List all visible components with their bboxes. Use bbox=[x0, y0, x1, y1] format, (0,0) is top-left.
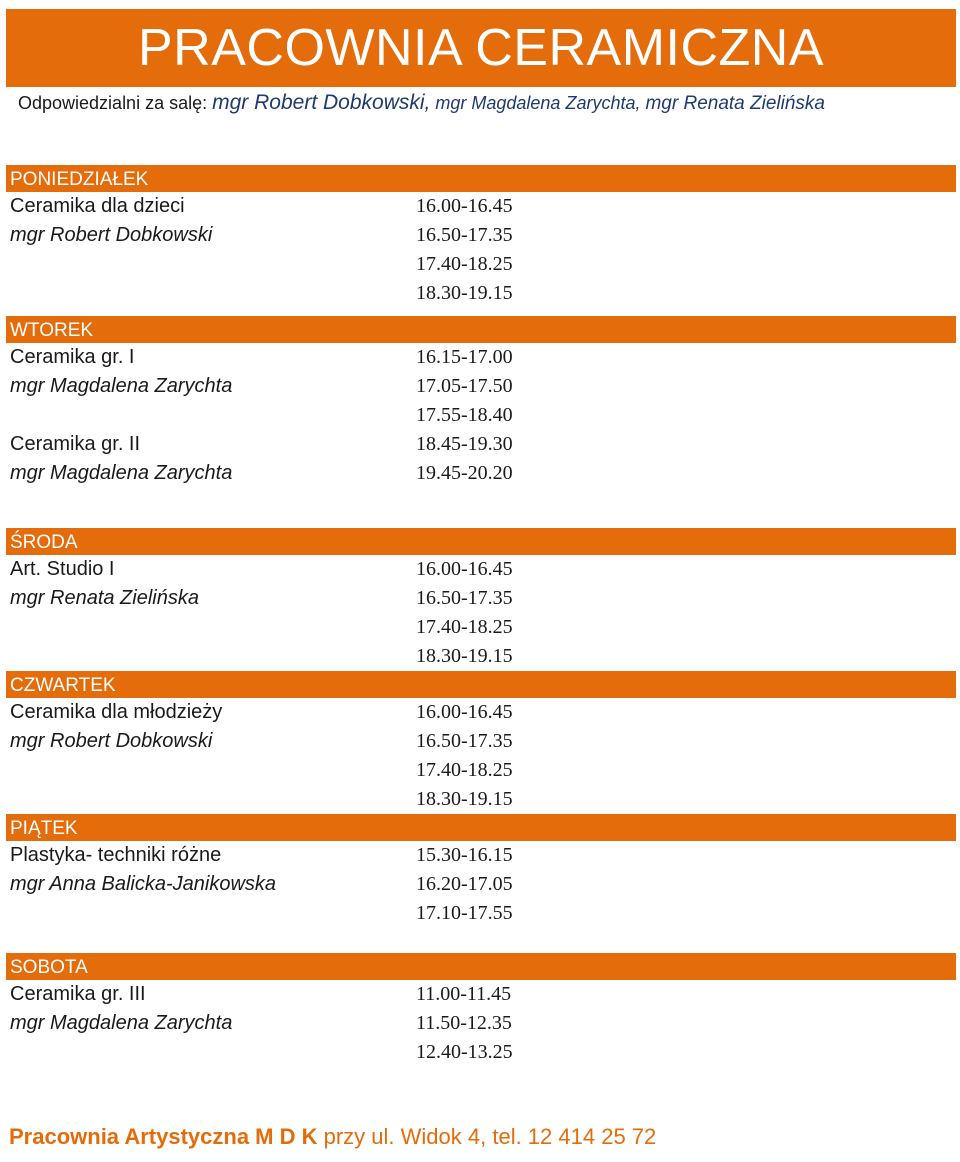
teacher-name: mgr Magdalena Zarychta bbox=[10, 462, 233, 484]
teacher-name: mgr Robert Dobkowski bbox=[10, 224, 213, 246]
responsible-name: mgr Magdalena Zarychta, bbox=[435, 93, 641, 113]
time-slot: 17.40-18.25 bbox=[416, 253, 513, 275]
class-name: Ceramika dla młodzieży bbox=[10, 701, 223, 723]
schedule-row bbox=[6, 459, 956, 488]
time-slot: 17.40-18.25 bbox=[416, 616, 513, 638]
teacher-name: mgr Magdalena Zarychta bbox=[10, 1012, 233, 1034]
schedule-row bbox=[6, 279, 956, 308]
responsible-name: mgr Robert Dobkowski, bbox=[212, 91, 431, 114]
schedule-row bbox=[6, 1038, 956, 1067]
schedule-row bbox=[6, 343, 956, 372]
schedule-row bbox=[6, 698, 956, 727]
schedule-row bbox=[6, 756, 956, 785]
responsible-line bbox=[18, 90, 825, 117]
day-header: WTOREK bbox=[6, 316, 956, 343]
class-name: Ceramika gr. II bbox=[10, 433, 141, 455]
time-slot: 16.50-17.35 bbox=[416, 587, 513, 609]
class-name: Art. Studio I bbox=[10, 558, 115, 580]
time-slot: 16.00-16.45 bbox=[416, 558, 513, 580]
time-slot: 18.30-19.15 bbox=[416, 788, 513, 810]
schedule-row bbox=[6, 430, 956, 459]
schedule-row bbox=[6, 899, 956, 928]
time-slot: 11.00-11.45 bbox=[416, 983, 512, 1005]
footer-studio-name: Pracownia Artystyczna M D K bbox=[9, 1124, 318, 1149]
day-section bbox=[6, 814, 956, 928]
teacher-name: mgr Robert Dobkowski bbox=[10, 730, 213, 752]
day-section bbox=[6, 165, 956, 308]
teacher-name: mgr Magdalena Zarychta bbox=[10, 375, 233, 397]
class-name: Plastyka- techniki różne bbox=[10, 844, 222, 866]
time-slot: 15.30-16.15 bbox=[416, 844, 513, 866]
schedule-row bbox=[6, 584, 956, 613]
day-header: PIĄTEK bbox=[6, 814, 956, 841]
day-header: SOBOTA bbox=[6, 953, 956, 980]
schedule-row bbox=[6, 401, 956, 430]
class-name: Ceramika gr. I bbox=[10, 346, 135, 368]
schedule-row bbox=[6, 870, 956, 899]
schedule-row bbox=[6, 555, 956, 584]
day-section bbox=[6, 316, 956, 488]
responsible-label: Odpowiedzialni za salę: bbox=[18, 93, 208, 113]
schedule-row bbox=[6, 613, 956, 642]
class-name: Ceramika dla dzieci bbox=[10, 195, 185, 217]
time-slot: 17.10-17.55 bbox=[416, 902, 513, 924]
teacher-name: mgr Renata Zielińska bbox=[10, 587, 199, 609]
time-slot: 17.55-18.40 bbox=[416, 404, 513, 426]
time-slot: 18.45-19.30 bbox=[416, 433, 513, 455]
time-slot: 12.40-13.25 bbox=[416, 1041, 513, 1063]
time-slot: 16.00-16.45 bbox=[416, 195, 513, 217]
time-slot: 19.45-20.20 bbox=[416, 462, 513, 484]
schedule-row bbox=[6, 980, 956, 1009]
responsible-name: mgr Renata Zielińska bbox=[645, 93, 826, 114]
time-slot: 18.30-19.15 bbox=[416, 282, 513, 304]
footer bbox=[9, 1124, 656, 1150]
time-slot: 17.40-18.25 bbox=[416, 759, 513, 781]
time-slot: 11.50-12.35 bbox=[416, 1012, 512, 1034]
time-slot: 16.20-17.05 bbox=[416, 873, 513, 895]
time-slot: 16.50-17.35 bbox=[416, 730, 513, 752]
day-header: CZWARTEK bbox=[6, 671, 956, 698]
weekly-schedule bbox=[6, 165, 956, 1067]
footer-address: przy ul. Widok 4, tel. 12 414 25 72 bbox=[323, 1124, 657, 1149]
class-name: Ceramika gr. III bbox=[10, 983, 146, 1005]
schedule-row bbox=[6, 1009, 956, 1038]
time-slot: 16.15-17.00 bbox=[416, 346, 513, 368]
time-slot: 18.30-19.15 bbox=[416, 645, 513, 667]
schedule-row bbox=[6, 785, 956, 814]
time-slot: 16.00-16.45 bbox=[416, 701, 513, 723]
day-section bbox=[6, 671, 956, 814]
time-slot: 17.05-17.50 bbox=[416, 375, 513, 397]
schedule-row bbox=[6, 192, 956, 221]
schedule-row bbox=[6, 250, 956, 279]
schedule-row bbox=[6, 221, 956, 250]
day-header: ŚRODA bbox=[6, 528, 956, 555]
schedule-row bbox=[6, 642, 956, 671]
day-header: PONIEDZIAŁEK bbox=[6, 165, 956, 192]
page-title: PRACOWNIA CERAMICZNA bbox=[6, 9, 956, 87]
schedule-row bbox=[6, 372, 956, 401]
day-section bbox=[6, 528, 956, 671]
teacher-name: mgr Anna Balicka-Janikowska bbox=[10, 873, 277, 895]
schedule-row bbox=[6, 841, 956, 870]
time-slot: 16.50-17.35 bbox=[416, 224, 513, 246]
day-section bbox=[6, 953, 956, 1067]
schedule-row bbox=[6, 727, 956, 756]
